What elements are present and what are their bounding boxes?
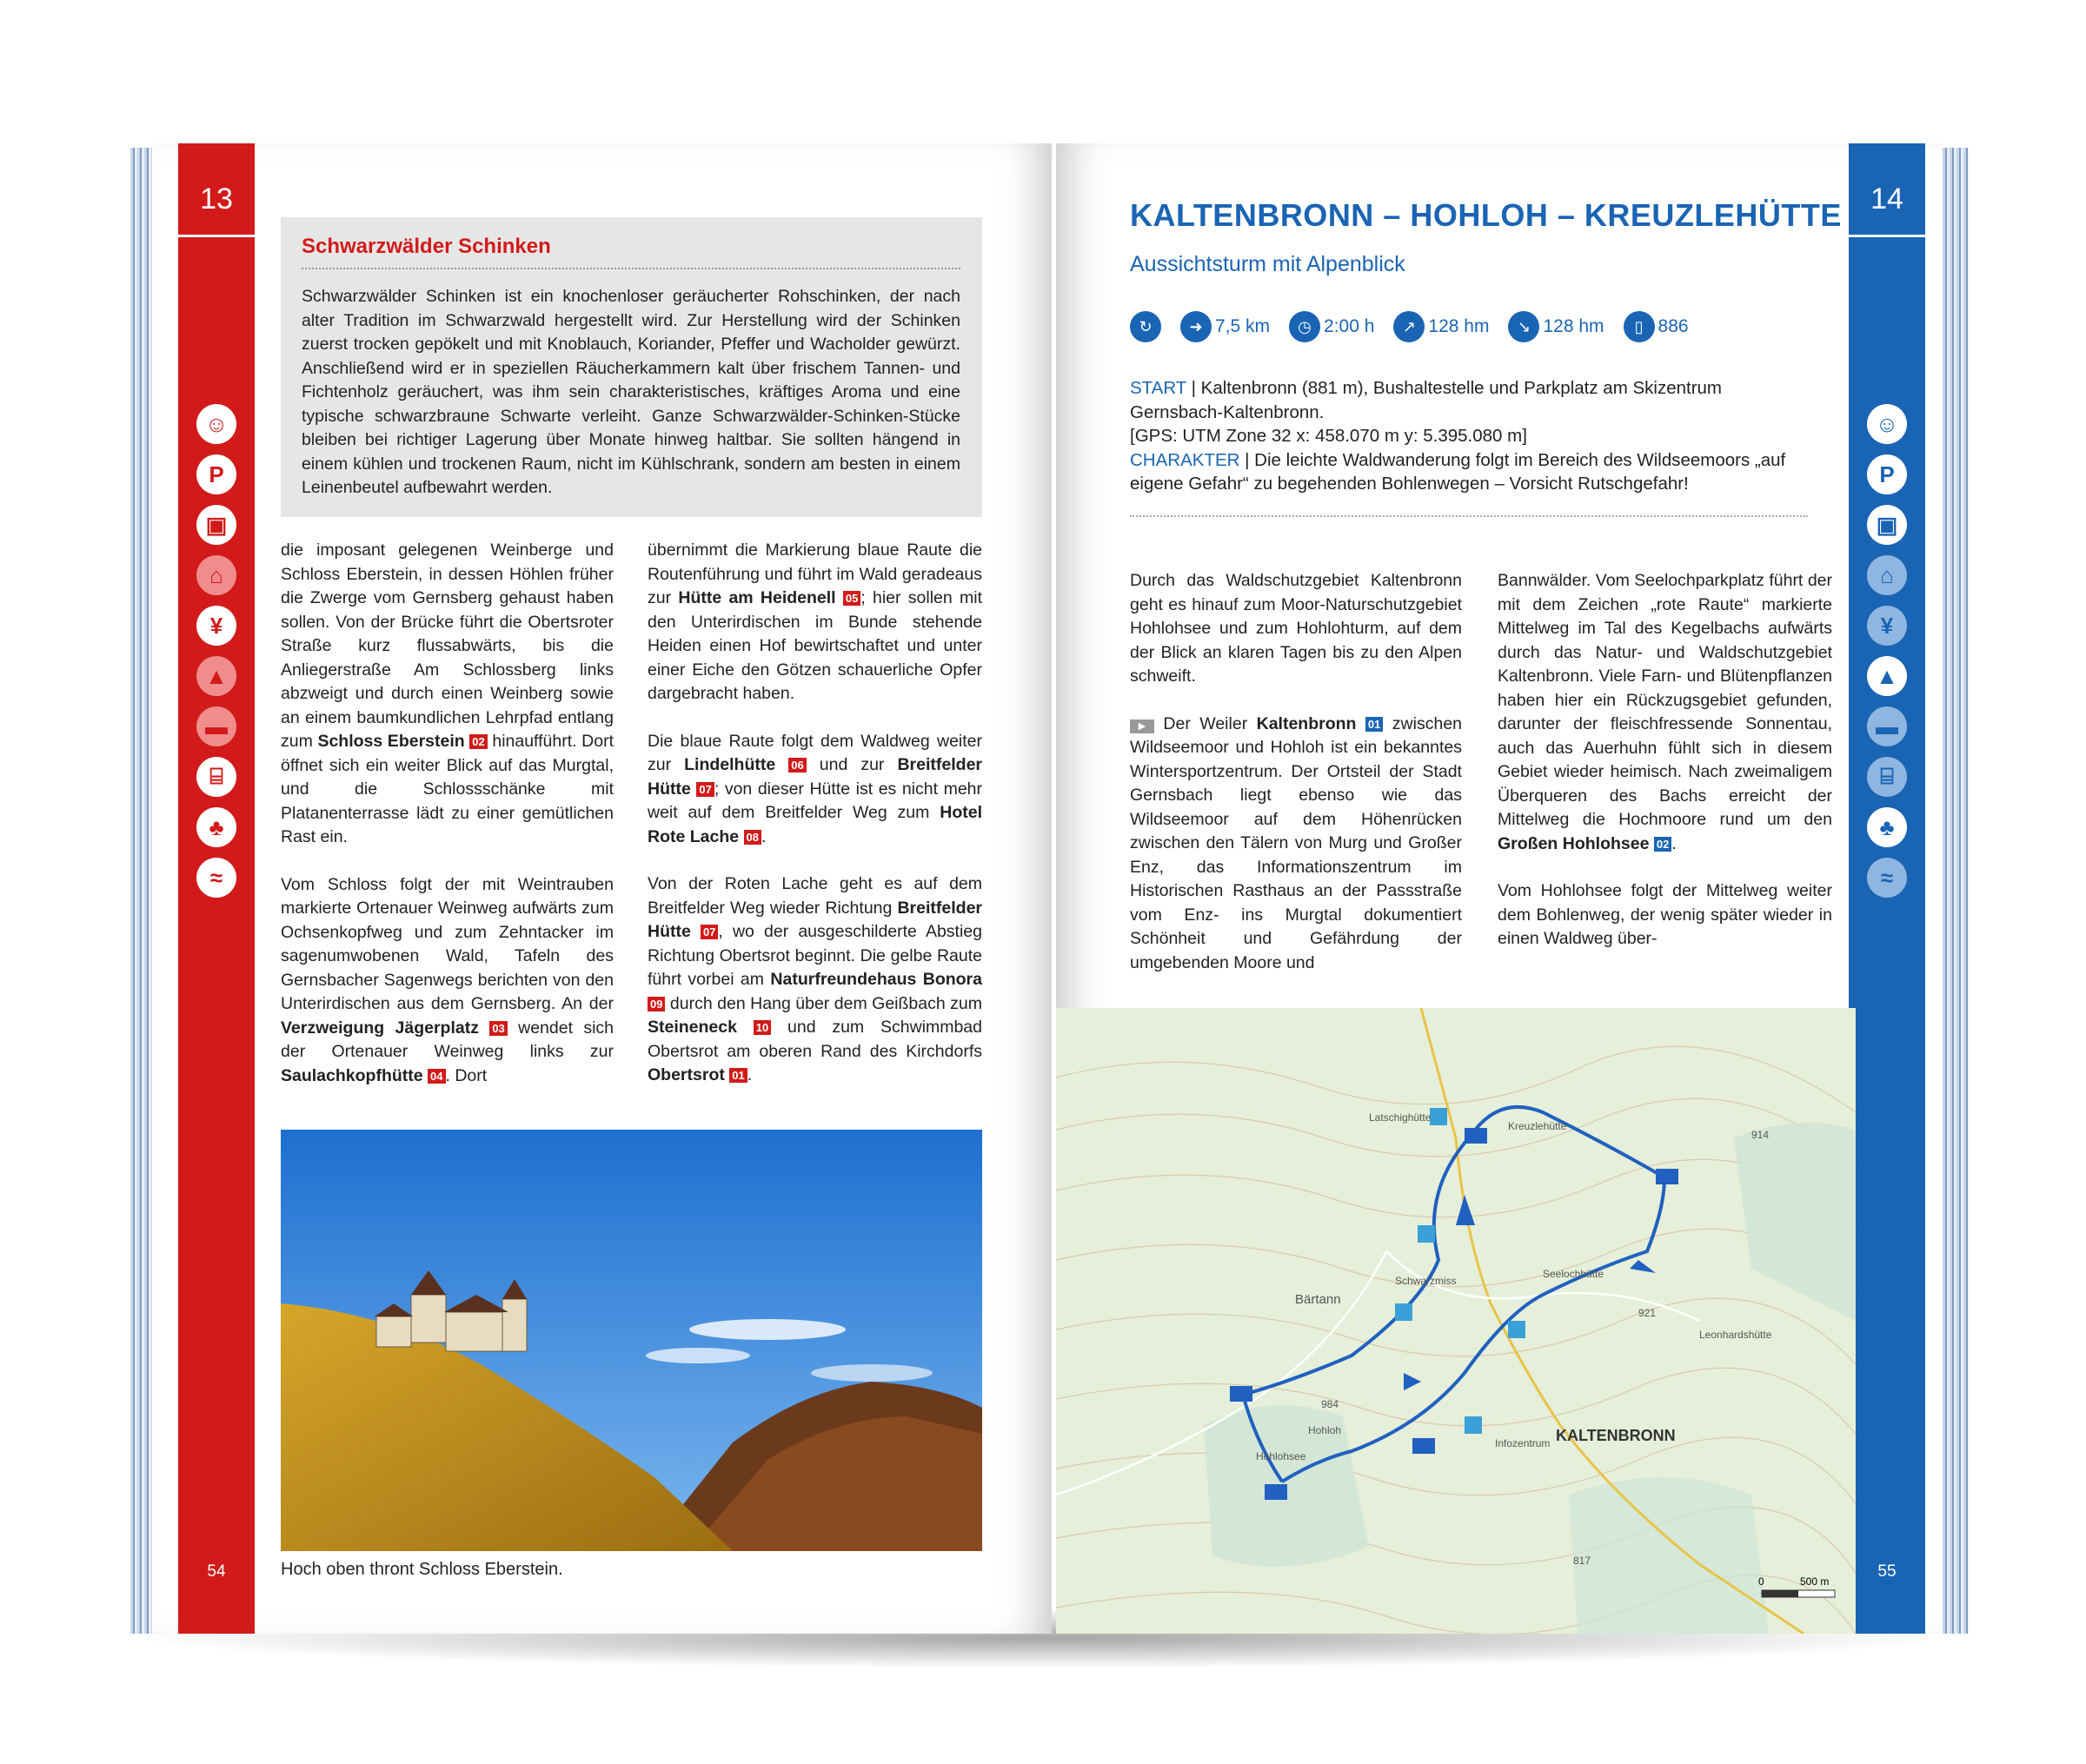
camping-icon: ▲ (1867, 656, 1907, 696)
descent-stat: ↘ 128 hm (1508, 311, 1604, 342)
map-label: Leonhardshütte (1699, 1329, 1772, 1341)
ascent-stat: ↗ 128 hm (1393, 311, 1489, 342)
map-label: Seelochhütte (1543, 1268, 1604, 1280)
swimming-icon: ≈ (1867, 858, 1907, 898)
paragraph: ▶ Der Weiler Kaltenbronn 01 zwischen Wildseemoor und Hohloh ist ein bekanntes Wintersportzentrum. Der Ortsteil der Stadt Gernsbach liegt ebenso wie das Wildseemoor auf dem Höhenrücken zwischen den Tälern von Murg und Großer Enz, das Informationszentrum im Historischen Rasthaus an der Passstraße vom Enz- ins Murgtal dokumentiert Schönheit und Gefährdung der umgebenden Moore und (1130, 713, 1463, 972)
museum-icon: ⌸ (196, 757, 236, 797)
waypoint-badge: 10 (754, 1020, 771, 1035)
page-number: 55 (1877, 1562, 1897, 1581)
svg-text:500 m: 500 m (1800, 1575, 1830, 1588)
distance-icon: ➜ (1180, 311, 1212, 342)
tour-title: KALTENBRONN – HOHLOH – KREUZLEHÜTTE (1130, 197, 1842, 233)
map-label: Hohloh (1308, 1424, 1342, 1436)
text-column-1 (1130, 569, 1462, 998)
parking-icon: P (1867, 454, 1907, 494)
info-box (281, 217, 982, 517)
tour-subtitle: Aussichtsturm mit Alpenblick (1130, 252, 1405, 276)
camping-icon: ▲ (196, 656, 236, 696)
tour-stats (1130, 311, 1689, 342)
train-icon: ▬ (1867, 706, 1907, 746)
restaurant-icon: ¥ (1867, 606, 1907, 646)
clock-icon: ◷ (1289, 311, 1320, 342)
text-column-2 (648, 539, 982, 1111)
paragraph: Vom Hohlohsee folgt der Mittelweg weiter dem Bohlenweg, der wenig später wieder in einen Waldweg über- (1498, 881, 1832, 948)
bus-icon: ▣ (1867, 505, 1907, 545)
parking-icon: P (196, 454, 236, 494)
tour-number: 13 (200, 182, 233, 216)
play-icon: ▶ (1130, 720, 1154, 733)
map-label: Bärtann (1295, 1292, 1341, 1307)
photo-caption: Hoch oben thront Schloss Eberstein. (281, 1560, 563, 1579)
museum-icon: ⌸ (1867, 757, 1907, 797)
route-map[interactable] (1056, 1008, 1856, 1634)
duration-stat: ◷ 2:00 h (1289, 311, 1374, 342)
waypoint-badge: 05 (843, 591, 860, 606)
paragraph: Vom Schloss folgt der mit Weintrauben markierte Ortenauer Weinweg aufwärts zum Ochsenkopfweg und zum Zehntacker im sagenumwobenen Wald, Tafeln des Gernsbacher Sagenwegs berichten von den Unterirdischen aus dem Gernsberg. An der Verzweigung Jägerplatz 03 wendet sich der Ortenauer Weinweg links zur Saulachkopfhütte 04 . Dort (281, 874, 614, 1085)
map-label: Infozentrum (1495, 1437, 1551, 1449)
map-label: Latschighütte (1369, 1111, 1432, 1124)
waypoint-badge: 02 (1654, 837, 1671, 852)
paragraph: die imposant gelegenen Weinberge und Schloss Eberstein, in dessen Höhlen früher die Zwerge vom Gernsberg gehaust haben sollen. Von der Brücke führt die Obertsroter Straße kurz flussabwärts, bis die Anliegerstraße Am Schlossberg links abzweigt und durch einen Weinberg sowie an einem baumkundlichen Lehrpfad entlang zum Schloss Eberstein 02 hinaufführt. Dort öffnet sich ein weiter Blick auf das Murgtal, und die Schlossschänke mit Platanenterrasse lädt zu einer gemütlichen Rast ein. (281, 540, 614, 846)
waypoint-badge: 01 (729, 1068, 747, 1083)
map-label: Hohlohsee (1256, 1450, 1306, 1462)
waypoint-badge: 09 (648, 997, 665, 1011)
left-color-band (178, 143, 255, 1634)
restaurant-icon: ¥ (196, 606, 236, 646)
bear-icon: ☺ (1867, 404, 1907, 444)
side-icon-list (1849, 404, 1925, 908)
gps-coordinates: [GPS: UTM Zone 32 x: 458.070 m y: 5.395.080 m] (1130, 426, 1527, 446)
page-number: 54 (207, 1562, 226, 1581)
paragraph: übernimmt die Markierung blaue Raute die Routenführung und führt im Wald geradeaus zur Hütte am Heidenell 05 ; hier sollen mit den Unterirdischen im Bunde stehende Heiden einen Hof bewirtschaftet und unter einer Eiche den Götzen schauerliche Opfer dargebracht haben. (648, 540, 982, 703)
ascent-icon: ↗ (1393, 311, 1425, 342)
waypoint-badge: 04 (428, 1069, 445, 1084)
roundtrip-icon: ↻ (1130, 311, 1161, 342)
waypoint-badge: 06 (788, 758, 806, 773)
paragraph: Die blaue Raute folgt dem Waldweg weiter zur Lindelhütte 06 und zur Breitfelder Hütte 07 ; von dieser Hütte ist es nicht mehr weit auf dem Breitfelder Weg zum Hotel Rote Lache 08 . (648, 731, 983, 846)
right-page (1056, 143, 1943, 1634)
text-column-1 (281, 539, 614, 1111)
text-column-2 (1498, 569, 1832, 975)
info-box-text: Schwarzwälder Schinken ist ein knochenloser geräucherter Rohschinken, der nach alter Tradition im Schwarzwald hergestellt wird. Zur Herstellung wird der Schinken zuerst trocken gepökelt und mit Knoblauch, Koriander, Pfeffer und Wacholder gewürzt. Anschließend wird er in speziellen Räucherkammern kalt über frischem Tannen- und Fichtenholz geräuchert, was ihm sein charakteristisches, kräftiges Aroma und eine typische schwarzbraune Schwarte verleiht. Ganze Schwarzwälder-Schinken-Stücke bleiben bei richtiger Lagerung über Monate hinweg haltbar. Sie sollten hängend in einem kühlen und trockenen Raum, nicht im Kühlschrank, sondern am besten in einem Leinenbeutel aufbewahrt werden. (302, 287, 960, 497)
map-label: Schwarzmiss (1395, 1275, 1457, 1287)
bus-icon: ▣ (196, 505, 236, 545)
roundtrip-stat (1130, 311, 1161, 342)
right-page-edges (1943, 148, 1969, 1634)
paragraph: Von der Roten Lache geht es auf dem Breitfelder Weg wieder Richtung Breitfelder Hütte 07 , wo der ausgeschilderte Abstieg Richtung Obertsrot beginnt. Die gelbe Raute führt vorbei am Naturfreundehaus Bonora 09 durch den Hang über dem Geißbach zum Steineneck 10 und zum Schwimmbad Obertsrot am oberen Rand des Kirchdorfs Obertsrot 01 . (648, 874, 983, 1084)
elevation-icon: ▯ (1624, 311, 1655, 342)
waypoint-badge: 07 (696, 782, 714, 797)
map-elevation: 921 (1638, 1307, 1657, 1319)
swimming-icon: ≈ (196, 858, 236, 898)
tree-icon: ♣ (196, 807, 236, 847)
distance-stat: ➜ 7,5 km (1180, 311, 1270, 342)
info-box-title: Schwarzwälder Schinken (302, 235, 551, 258)
svg-text:0: 0 (1758, 1575, 1764, 1588)
map-elevation: 984 (1321, 1398, 1339, 1410)
waypoint-badge: 07 (701, 925, 718, 939)
waypoint-badge: 08 (744, 830, 761, 845)
start-info: START | Kaltenbronn (881 m), Bushaltestelle und Parkplatz am Skizentrum Gernsbach-Kaltenbronn. [GPS: UTM Zone 32 x: 458.070 m y: 5.395.080 m] CHARAKTER | Die leichte Waldwanderung folgt im Bereich des Wildseemoors „auf eigene Gefahr“ zu begehenden Bohlenwegen – Vorsicht Rutschgefahr! (1130, 376, 1808, 496)
cablecar-icon: ⌂ (1867, 555, 1907, 595)
waypoint-badge: 01 (1365, 717, 1383, 732)
tour-number: 14 (1870, 182, 1903, 216)
start-label: START (1130, 378, 1186, 398)
side-icon-list (178, 404, 255, 908)
map-label-kaltenbronn: KALTENBRONN (1556, 1427, 1676, 1444)
left-page (152, 143, 1052, 1634)
bear-icon: ☺ (196, 404, 236, 444)
train-icon: ▬ (196, 706, 236, 746)
character-label: CHARAKTER (1130, 449, 1240, 470)
paragraph: Durch das Waldschutzgebiet Kaltenbronn geht es hinauf zum Moor-Naturschutzgebiet Hohlohsee und zum Hohlohturm, auf dem der Blick an klaren Tagen bis zu den Alpen schweift. (1130, 571, 1462, 686)
waypoint-badge: 02 (469, 734, 487, 749)
elevation-stat: ▯ 886 (1624, 311, 1689, 342)
waypoint-badge: 03 (489, 1021, 507, 1036)
right-color-band (1849, 143, 1925, 1634)
map-elevation: 914 (1751, 1129, 1770, 1141)
castle-photo (281, 1130, 982, 1551)
paragraph: Bannwälder. Vom Seelochparkplatz führt der mit dem Zeichen „rote Raute“ markierte Mittelweg im Tal des Kegelbachs aufwärts durch das Natur- und Waldschutzgebiet Kaltenbronn. Viele Farn- und Blütenpflanzen haben hier ein Rückzugsgebiet gefunden, darunter der fleischfressende Sonnentau, auch das Auerhuhn fühlt sich in diesem Gebiet wieder heimisch. Nach zweimaligem Überqueren des Bachs erreicht der Mittelweg die Hochmoore rund um den Großen Hohlohsee 02 . (1498, 571, 1832, 853)
map-elevation: 817 (1573, 1555, 1591, 1567)
cablecar-icon: ⌂ (196, 555, 236, 595)
tree-icon: ♣ (1867, 807, 1907, 847)
map-label: Kreuzlehütte (1508, 1120, 1567, 1132)
descent-icon: ↘ (1508, 311, 1539, 342)
